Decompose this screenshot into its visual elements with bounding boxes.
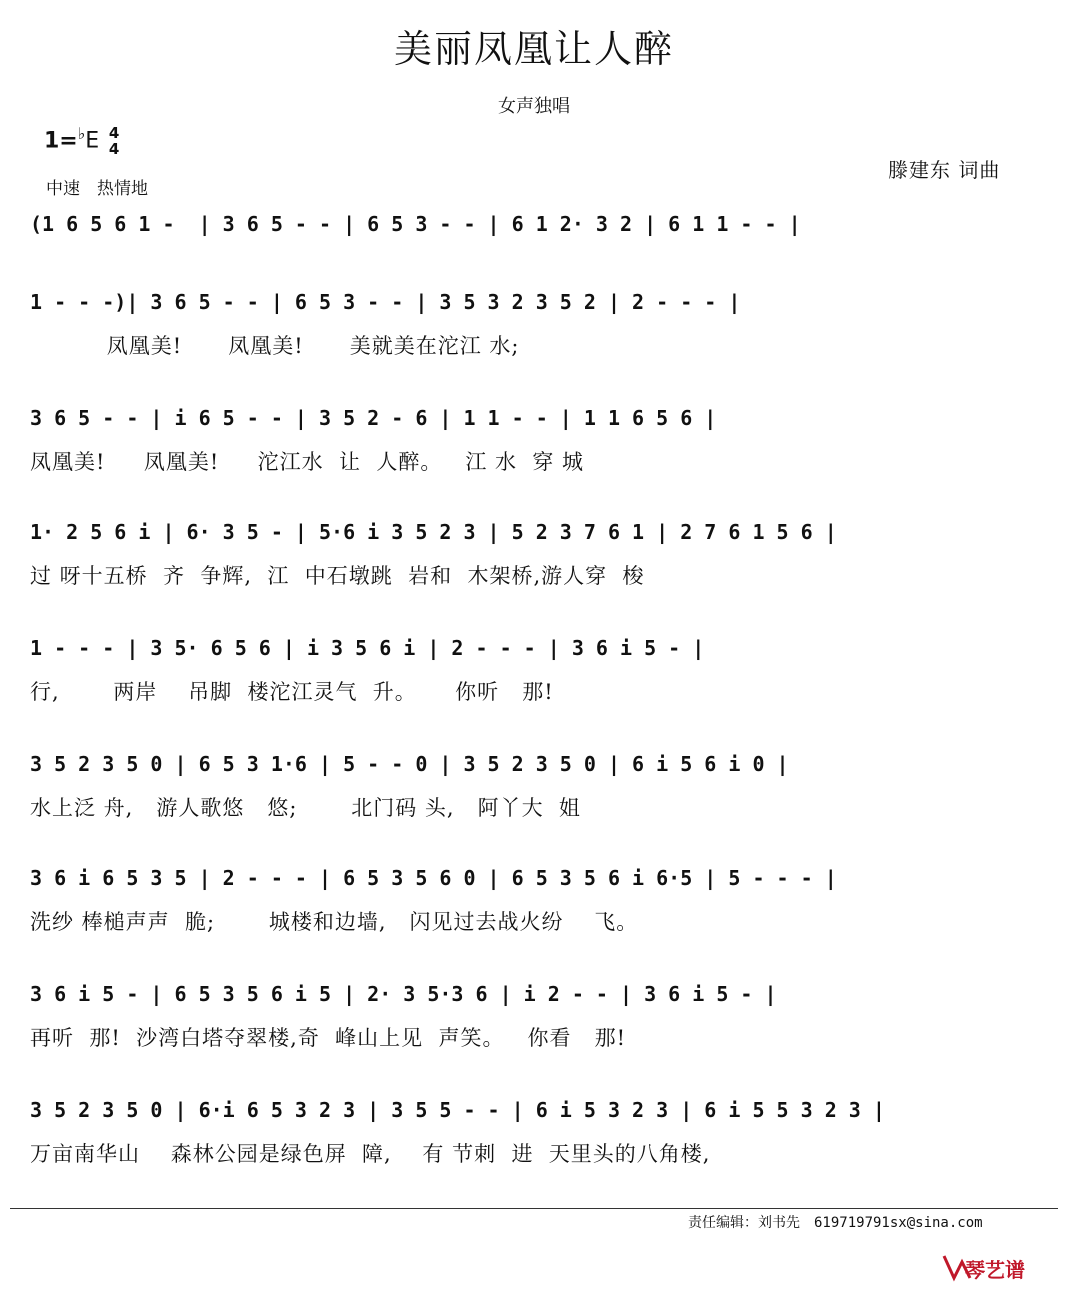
notation-line: 3 6 5 - - | i 6 5 - - | 3 5 2 - 6 | 1 1 - - | 1 1 6 5 6 | [30, 406, 717, 430]
lyrics-line: 凤凰美! 凤凰美! 美就美在沱江 水; [30, 334, 520, 358]
time-top: 4 [108, 124, 120, 143]
notation-line: 3 5 2 3 5 0 | 6·i 6 5 3 2 3 | 3 5 5 - - | 6 i 5 3 2 3 | 6 i 5 5 3 2 3 | [30, 1098, 885, 1122]
page-subtitle: 女声独唱 [498, 96, 570, 117]
tempo-marking: 中速 热情地 [46, 179, 148, 199]
flat-sign: ♭ [77, 124, 86, 143]
lyrics-line: 再听 那! 沙湾白塔夺翠楼,奇 峰山上见 声笑。 你看 那! [30, 1026, 627, 1050]
notation-line: 1 - - - | 3 5· 6 5 6 | i 3 5 6 i | 2 - - - | 3 6 i 5 - | [30, 636, 705, 660]
composer-credit: 滕建东 词曲 [888, 158, 1001, 182]
lyrics-line: 水上泛 舟, 游人歌悠 悠; 北门码 头, 阿丫大 姐 [30, 796, 581, 820]
key-prefix: 1= [44, 128, 78, 154]
notation-line: 3 6 i 6 5 3 5 | 2 - - - | 6 5 3 5 6 0 | 6 5 3 5 6 i 6·5 | 5 - - - | [30, 866, 837, 890]
notation-line: 1 - - -)| 3 6 5 - - | 6 5 3 - - | 3 5 3 2 3 5 2 | 2 - - - | [30, 290, 741, 314]
time-signature [109, 125, 119, 157]
notation-line: 3 6 i 5 - | 6 5 3 5 6 i 5 | 2· 3 5·3 6 | i 2 - - | 3 6 i 5 - | [30, 982, 777, 1006]
footer-editor: 责任编辑：刘书先 619719791sx@sina.com [688, 1215, 983, 1231]
lyrics-line: 过 呀十五桥 齐 争辉, 江 中石墩跳 岩和 木架桥,游人穿 梭 [30, 564, 645, 588]
logo-text: 琴艺谱 [965, 1258, 1025, 1282]
key-signature [44, 124, 119, 157]
notation-line: 1· 2 5 6 i | 6· 3 5 - | 5·6 i 3 5 2 3 | 5 2 3 7 6 1 | 2 7 6 1 5 6 | [30, 520, 837, 544]
key-letter: E [85, 128, 100, 154]
lyrics-line: 万亩南华山 森林公园是绿色屏 障, 有 节刺 进 天里头的八角楼, [30, 1142, 711, 1166]
lyrics-line: 洗纱 棒槌声声 脆; 城楼和边墙, 闪见过去战火纷 飞。 [30, 910, 639, 934]
lyrics-line: 行, 两岸 吊脚 楼沱江灵气 升。 你听 那! [30, 680, 554, 704]
lyrics-line: 凤凰美! 凤凰美! 沱江水 让 人醉。 江 水 穿 城 [30, 450, 585, 474]
notation-line: (1 6 5 6 1 - | 3 6 5 - - | 6 5 3 - - | 6 1 2· 3 2 | 6 1 1 - - | [30, 212, 801, 236]
page-title: 美丽凤凰让人醉 [393, 27, 674, 71]
footer-divider [10, 1208, 1058, 1209]
notation-line: 3 5 2 3 5 0 | 6 5 3 1·6 | 5 - - 0 | 3 5 2 3 5 0 | 6 i 5 6 i 0 | [30, 752, 789, 776]
time-bottom: 4 [108, 140, 120, 159]
